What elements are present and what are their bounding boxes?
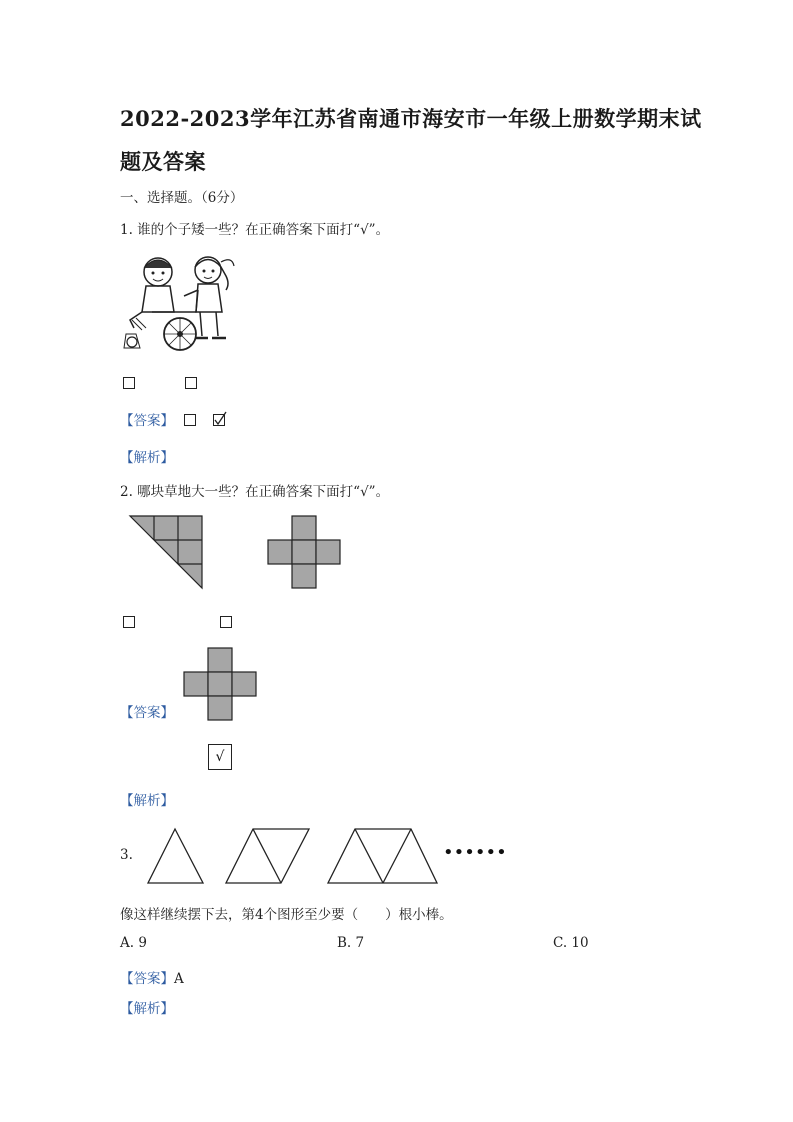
answer-tag-3: 【答案】 — [120, 971, 174, 987]
option-c: C. 10 — [553, 935, 589, 951]
analysis-tag-3: 【解析】 — [120, 1001, 174, 1017]
section-heading: 一、选择题。（6分） — [120, 190, 244, 206]
analysis-tag-1: 【解析】 — [120, 450, 174, 466]
option-a: A. 9 — [120, 935, 147, 951]
children-illustration — [122, 250, 242, 358]
triangle-grid-figure — [130, 516, 204, 590]
answer-row-3 — [120, 967, 184, 987]
page-title-line1: 2022-2023学年江苏省南通市海安市一年级上册数学期末试 — [120, 106, 702, 131]
question-2-text: 2. 哪块草地大一些？在正确答案下面打“√”。 — [120, 484, 390, 500]
question-1-text: 1. 谁的个子矮一些？在正确答案下面打“√”。 — [120, 222, 390, 238]
analysis-tag-2: 【解析】 — [120, 793, 174, 809]
checkbox-icon[interactable] — [123, 377, 135, 389]
checkbox-icon[interactable] — [123, 616, 135, 628]
option-b: B. 7 — [337, 935, 365, 951]
question-3-number: 3. — [120, 847, 133, 863]
checked-box-icon: √ — [208, 744, 232, 770]
triangle-pattern-3 — [327, 828, 439, 884]
triangle-pattern-2 — [225, 828, 311, 884]
triangle-pattern-1 — [147, 828, 205, 884]
question-3-text: 像这样继续摆下去，第4个图形至少要（ ）根小棒。 — [120, 907, 453, 923]
checked-box-icon — [213, 411, 227, 427]
answer-value-3: A — [174, 971, 184, 987]
answer-cross-figure — [184, 648, 258, 722]
answer-tag-1: 【答案】 — [120, 413, 174, 429]
cross-grid-figure — [268, 516, 342, 590]
ellipsis-dots: •••••• — [443, 842, 507, 863]
answer-tag-2: 【答案】 — [120, 705, 174, 721]
checkbox-icon[interactable] — [220, 616, 232, 628]
checkbox-icon — [184, 414, 196, 426]
page-title-line2: 题及答案 — [120, 149, 206, 174]
checkbox-icon[interactable] — [185, 377, 197, 389]
